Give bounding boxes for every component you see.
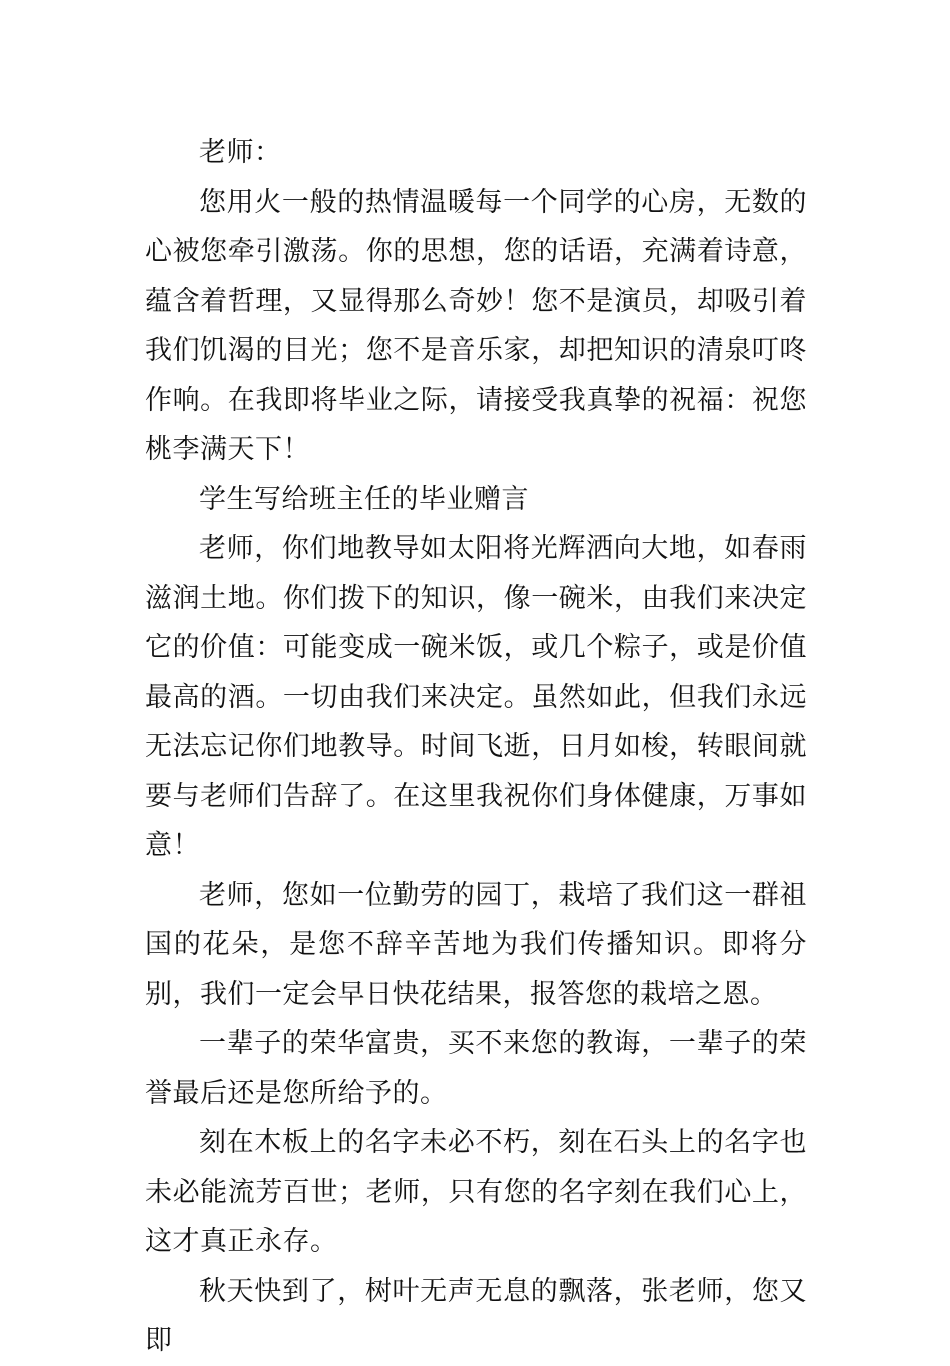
paragraph: 老师，你们地教导如太阳将光辉洒向大地，如春雨滋润土地。你们拨下的知识，像一碗米，由我们来决定它的价值：可能变成一碗米饭，或几个粽子，或是价值最高的酒。一切由我们来决定。虽然如此，但我们永远无法忘记你们地教导。时间飞逝，日月如梭，转眼间就要与老师们告辞了。在这里我祝你们身体健康，万事如意！: [145, 533, 807, 861]
section-heading: 学生写给班主任的毕业赠言: [199, 483, 529, 515]
paragraph-salutation: 老师：: [199, 137, 282, 168]
document-body: [145, 128, 807, 1366]
paragraph: 您用火一般的热情温暖每一个同学的心房，无数的心被您牵引激荡。你的思想，您的话语，充满着诗意，蕴含着哲理，又显得那么奇妙！您不是演员，却吸引着我们饥渴的目光；您不是音乐家，却把知识的清泉叮咚作响。在我即将毕业之际，请接受我真挚的祝福：祝您桃李满天下！: [145, 186, 807, 465]
paragraph: 老师，您如一位勤劳的园丁，栽培了我们这一群祖国的花朵，是您不辞辛苦地为我们传播知识。即将分别，我们一定会早日快花结果，报答您的栽培之恩。: [145, 879, 807, 1010]
paragraph: 刻在木板上的名字未必不朽，刻在石头上的名字也未必能流芳百世；老师，只有您的名字刻在我们心上，这才真正永存。: [145, 1127, 807, 1257]
paragraph: 秋天快到了，树叶无声无息的飘落，张老师，您又即: [145, 1275, 807, 1356]
paragraph: 一辈子的荣华富贵，买不来您的教诲，一辈子的荣誉最后还是您所给予的。: [145, 1028, 807, 1109]
